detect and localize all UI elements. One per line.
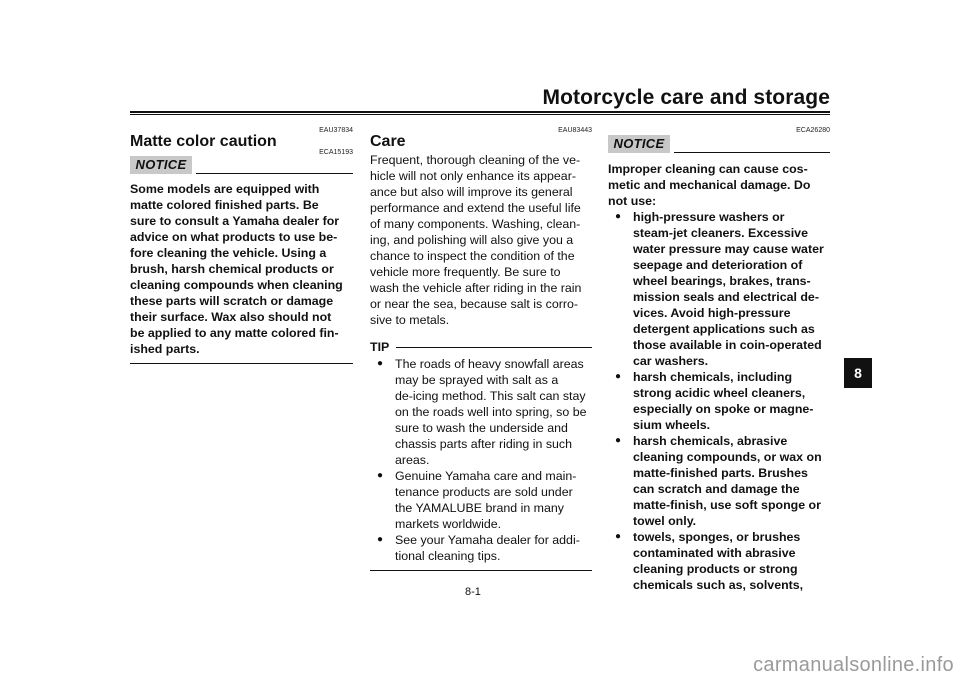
notice-badge: NOTICE (608, 135, 670, 153)
section-heading: Matte color caution (130, 133, 277, 150)
text-line: The roads of heavy snowfall areas (395, 357, 584, 371)
text-line: wash the vehicle after riding in the rain (370, 281, 582, 295)
care-body (370, 152, 592, 328)
list-item (608, 209, 830, 369)
notice-rule (674, 152, 830, 153)
text-line: See your Yamaha dealer for addi- (395, 533, 580, 547)
text-line: seepage and deterioration of (633, 258, 803, 272)
text-line: harsh chemicals, including (633, 370, 793, 384)
list-item (370, 468, 592, 532)
text-line: ing, and polishing will also give you a (370, 233, 574, 247)
text-line: the YAMALUBE brand in many (395, 501, 564, 515)
text-line: matte-finished parts. Brushes (633, 466, 808, 480)
text-line: de-icing method. This salt can stay (395, 389, 586, 403)
notice-text (130, 181, 353, 357)
chapter-tab: 8 (844, 358, 872, 388)
text-line: of many components. Washing, clean- (370, 217, 581, 231)
text-line: Frequent, thorough cleaning of the ve- (370, 153, 581, 167)
text-line: markets worldwide. (395, 517, 502, 531)
right-column (608, 127, 830, 593)
text-line: these parts will scratch or damage (130, 294, 334, 308)
notice-text (608, 161, 830, 209)
text-line: harsh chemicals, abrasive (633, 434, 788, 448)
text-line: hicle will not only enhance its appear- (370, 169, 576, 183)
text-line: detergent applications such as (633, 322, 815, 336)
text-line: can scratch and damage the (633, 482, 800, 496)
text-line: brush, harsh chemical products or (130, 262, 334, 276)
text-line: water pressure may cause water (633, 242, 824, 256)
notice-header (608, 135, 830, 155)
page-title: Motorcycle care and storage (542, 86, 830, 109)
bullet-icon: ● (377, 358, 384, 369)
text-line: sive to metals. (370, 313, 450, 327)
text-line: areas. (395, 453, 430, 467)
bullet-icon: ● (615, 371, 622, 382)
text-line: sium wheels. (633, 418, 711, 432)
text-line: or near the sea, because salt is corro- (370, 297, 578, 311)
bullet-icon: ● (377, 470, 384, 481)
text-line: ance but also will improve its general (370, 185, 573, 199)
left-column (130, 127, 353, 364)
middle-column (370, 127, 592, 571)
text-line: those available in coin-operated (633, 338, 822, 352)
text-line: cleaning products or strong (633, 562, 798, 576)
bullet-icon: ● (377, 534, 384, 545)
text-line: steam-jet cleaners. Excessive (633, 226, 808, 240)
text-line: cleaning compounds when cleaning (130, 278, 343, 292)
text-line: chance to inspect the condition of the (370, 249, 575, 263)
bullet-icon: ● (615, 211, 622, 222)
text-line: strong acidic wheel cleaners, (633, 386, 806, 400)
text-line: Genuine Yamaha care and main- (395, 469, 577, 483)
text-line: car washers. (633, 354, 709, 368)
section-code: EAU37834 (319, 127, 353, 134)
text-line: chemicals such as, solvents, (633, 578, 804, 592)
text-line: metic and mechanical damage. Do (608, 178, 811, 192)
text-line: mission seals and electrical de- (633, 290, 819, 304)
text-line: advice on what products to use be- (130, 230, 338, 244)
tip-label: TIP (370, 340, 390, 354)
text-line: Improper cleaning can cause cos- (608, 162, 808, 176)
text-line: may be sprayed with salt as a (395, 373, 559, 387)
tip-end-rule (370, 570, 592, 571)
text-line: tional cleaning tips. (395, 549, 501, 563)
text-line: be applied to any matte colored fin- (130, 326, 339, 340)
text-line: towel only. (633, 514, 697, 528)
bullet-icon: ● (615, 531, 622, 542)
tip-rule (396, 347, 592, 348)
notice-code: ECA15193 (319, 149, 353, 156)
text-line: tenance products are sold under (395, 485, 573, 499)
title-rule (130, 111, 830, 113)
text-line: vehicle more frequently. Be sure to (370, 265, 561, 279)
notice-end-rule (130, 363, 353, 364)
page-number: 8-1 (465, 586, 481, 598)
text-line: contaminated with abrasive (633, 546, 796, 560)
text-line: cleaning compounds, or wax on (633, 450, 822, 464)
bullet-icon: ● (615, 435, 622, 446)
text-line: matte colored finished parts. Be (130, 198, 319, 212)
text-line: Some models are equipped with (130, 182, 320, 196)
tip-header (370, 340, 592, 356)
text-line: high-pressure washers or (633, 210, 785, 224)
section-code: EAU83443 (558, 127, 592, 134)
text-line: towels, sponges, or brushes (633, 530, 801, 544)
notice-badge: NOTICE (130, 156, 192, 174)
section-code: ECA26280 (796, 127, 830, 134)
watermark: carmanualsonline.info (753, 654, 954, 676)
list-item (370, 356, 592, 468)
text-line: performance and extend the useful life (370, 201, 581, 215)
list-item (370, 532, 592, 564)
text-line: sure to consult a Yamaha dealer for (130, 214, 340, 228)
text-line: chassis parts after riding in such (395, 437, 572, 451)
title-rule-thin (130, 114, 830, 115)
list-item (608, 529, 830, 593)
text-line: vices. Avoid high-pressure (633, 306, 791, 320)
section-heading: Care (370, 133, 406, 150)
text-line: wheel bearings, brakes, trans- (633, 274, 811, 288)
text-line: especially on spoke or magne- (633, 402, 814, 416)
text-line: ished parts. (130, 342, 200, 356)
text-line: fore cleaning the vehicle. Using a (130, 246, 327, 260)
text-line: not use: (608, 194, 657, 208)
list-item (608, 369, 830, 433)
text-line: sure to wash the underside and (395, 421, 568, 435)
tip-list (370, 356, 592, 564)
text-line: their surface. Wax also should not (130, 310, 332, 324)
list-item (608, 433, 830, 529)
notice-rule (196, 173, 353, 174)
text-line: on the roads well into spring, so be (395, 405, 587, 419)
notice-header (130, 156, 353, 176)
text-line: matte-finish, use soft sponge or (633, 498, 821, 512)
notice-list (608, 209, 830, 593)
